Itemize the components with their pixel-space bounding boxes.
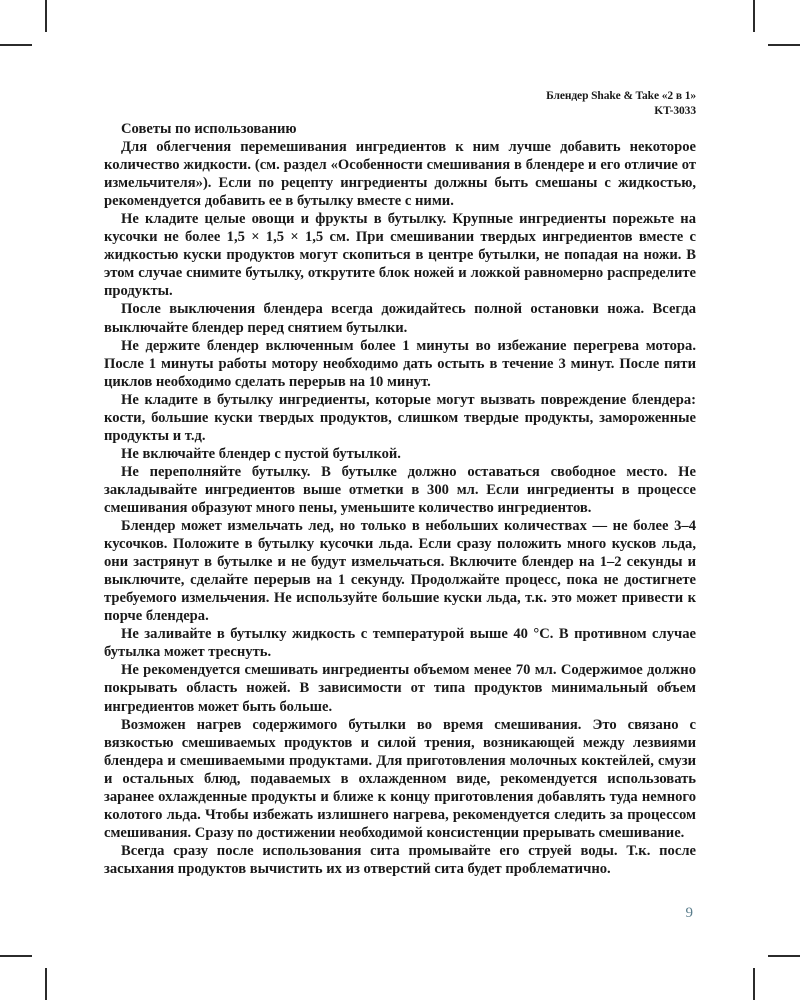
paragraph: Для облегчения перемешивания ингредиентов к ним лучше добавить некоторое количество жидкости. (см. раздел «Особенности смешивания в блендере и его отличие от измельчителя»). Если по рецепту ингредиенты должны быть смешаны с жидкостью, рекомендуется добавить ее в бутылку вместе с ними. — [104, 139, 696, 210]
crop-mark — [45, 968, 47, 1000]
paragraph: Не кладите целые овощи и фрукты в бутылку. Крупные ингредиенты порежьте на кусочки не более 1,5 × 1,5 × 1,5 см. При смешивании твердых ингредиентов вместе с жидкостью куски продуктов могут скопиться в центре бутылки, не попадая на ножи. В этом случае снимите бутылку, открутите блок ножей и ложкой равномерно распределите продукты. — [104, 211, 696, 300]
running-header — [546, 89, 696, 119]
paragraph: Возможен нагрев содержимого бутылки во время смешивания. Это связано с вязкостью смешиваемых продуктов и силой трения, возникающей между лезвиями блендера и смешиваемыми продуктами. Для приготовления молочных коктейлей, смузи и остальных блюд, подаваемых в охлажденном виде, рекомендуется использовать заранее охлажденные продукты и ближе к концу приготовления добавлять туда немного колотого льда. Чтобы избежать излишнего нагрева, рекомендуется следить за процессом смешивания. Сразу по достижении необходимой консистенции прерывать смешивание. — [104, 716, 696, 841]
paragraph: Не включайте блендер с пустой бутылкой. — [121, 445, 401, 462]
crop-mark — [0, 955, 32, 957]
header-model: KT-3033 — [654, 105, 696, 117]
crop-mark — [753, 0, 755, 32]
paragraph: Не кладите в бутылку ингредиенты, которые могут вызвать повреждение блендера: кости, большие куски твердых продуктов, слишком твердые продукты, замороженные продукты и т.д. — [104, 391, 696, 444]
crop-mark — [753, 968, 755, 1000]
paragraph: Блендер может измельчать лед, но только в небольших количествах — не более 3–4 кусочков. Положите в бутылку кусочки льда. Если сразу положить много кусков льда, они застрянут в бутылке и не будут измельчаться. Включите блендер на 1–2 секунды и выключите, сделайте перерыв на 1 секунду. Продолжайте процесс, пока не достигнете требуемого измельчения. Не используйте большие куски льда, т.к. это может привести к порче блендера. — [104, 518, 696, 625]
header-product-line: Блендер Shake & Take «2 в 1» — [546, 90, 696, 102]
section-title: Советы по использованию — [121, 121, 297, 137]
paragraph: После выключения блендера всегда дожидайтесь полной остановки ножа. Всегда выключайте блендер перед снятием бутылки. — [104, 301, 696, 336]
paragraph: Не рекомендуется смешивать ингредиенты объемом менее 70 мл. Содержимое должно покрывать область ножей. В зависимости от типа продуктов минимальный объем ингредиентов может быть больше. — [104, 662, 696, 715]
paragraph: Не переполняйте бутылку. В бутылке должно оставаться свободное место. Не закладывайте ингредиентов выше отметки в 300 мл. Если ингредиенты в процессе смешивания образуют много пены, уменьшите количество ингредиентов. — [104, 463, 696, 516]
main-content — [104, 120, 696, 878]
paragraph: Не держите блендер включенным более 1 минуты во избежание перегрева мотора. После 1 минуты работы мотору необходимо дать остыть в течение 3 минут. После пяти циклов необходимо сделать перерыв на 10 минут. — [104, 337, 696, 390]
page-number: 9 — [685, 905, 693, 921]
paragraph: Не заливайте в бутылку жидкость с температурой выше 40 °С. В противном случае бутылка может треснуть. — [104, 626, 696, 661]
crop-mark — [768, 44, 800, 46]
crop-mark — [768, 955, 800, 957]
crop-mark — [45, 0, 47, 32]
paragraph: Всегда сразу после использования сита промывайте его струей воды. Т.к. после засыхания продуктов вычистить их из отверстий сита будет проблематично. — [104, 842, 696, 877]
crop-mark — [0, 44, 32, 46]
